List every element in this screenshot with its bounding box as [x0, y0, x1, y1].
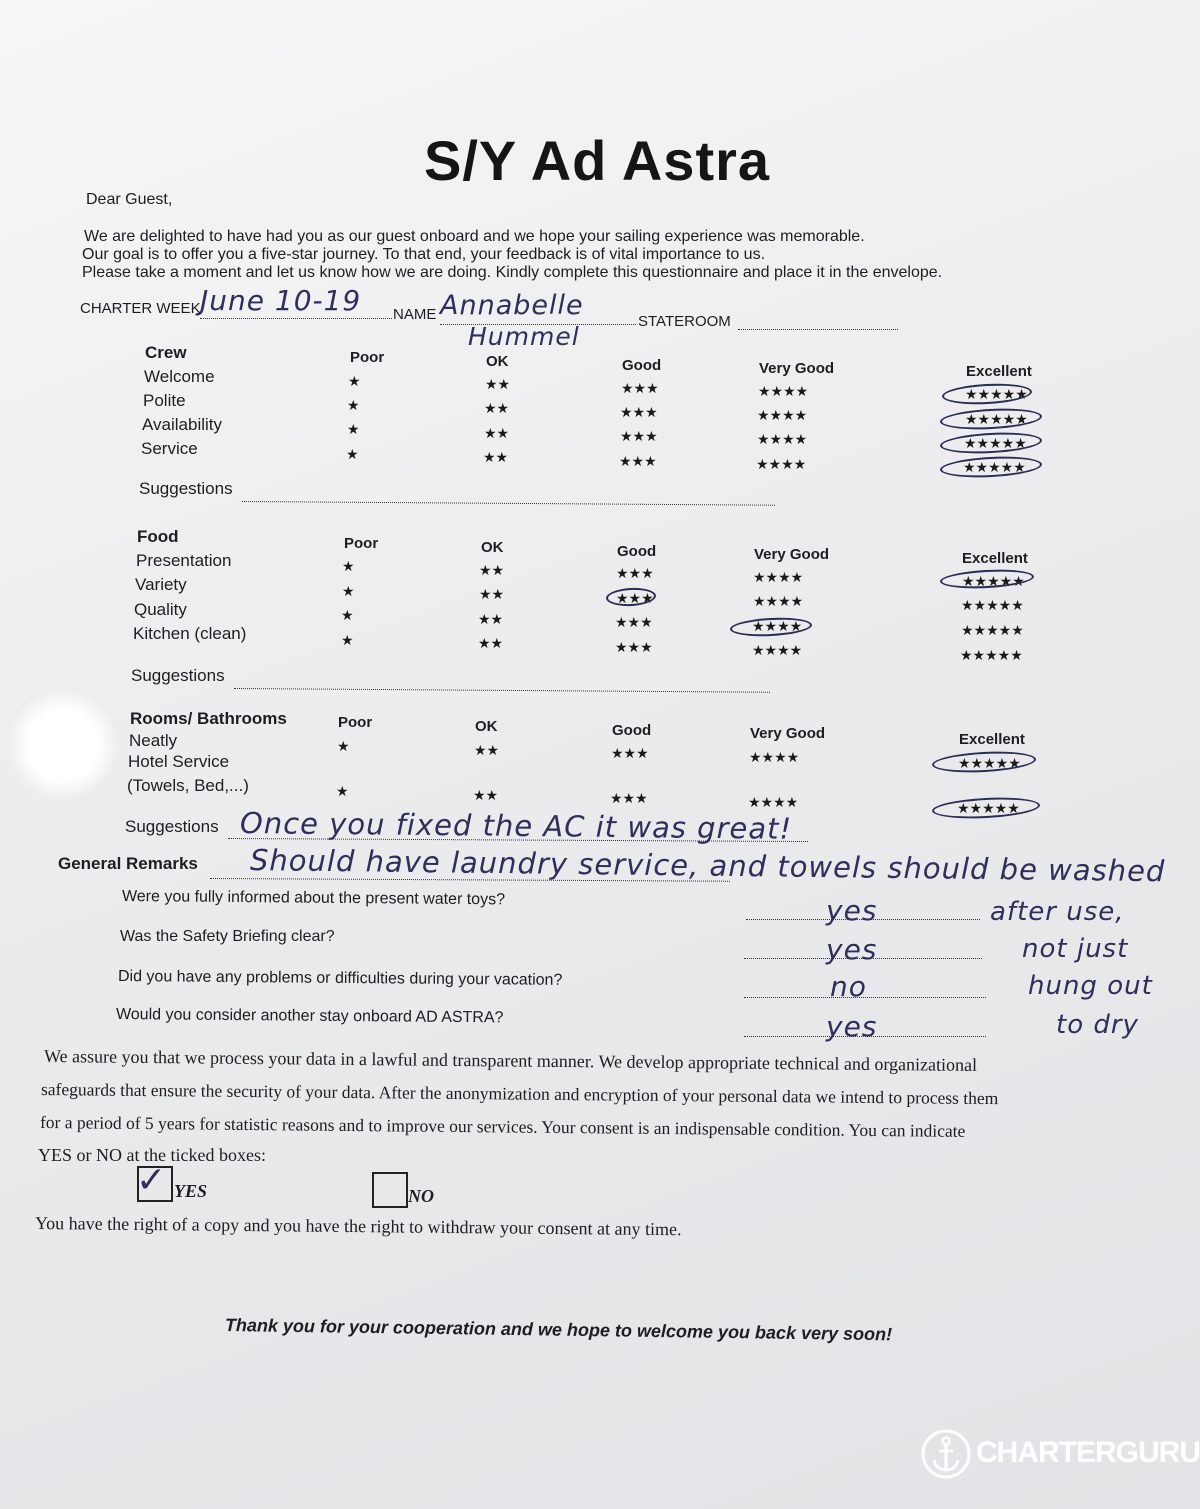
star-ok[interactable]: ★★: [484, 400, 510, 416]
col-very-good: Very Good: [750, 725, 826, 742]
star-poor[interactable]: ★: [347, 421, 360, 437]
thank-you-text: Thank you for your cooperation and we hope to welcome you back very soon!: [224, 1315, 893, 1345]
col-poor: Poor: [338, 714, 373, 731]
star-poor[interactable]: ★: [341, 607, 354, 623]
stateroom-label: STATEROOM: [638, 313, 731, 330]
star-excellent[interactable]: ★★★★★: [957, 800, 1020, 816]
name-value-line-2[interactable]: Hummel: [468, 322, 580, 351]
row-label: Kitchen (clean): [133, 624, 247, 643]
general-remarks-cont-1: after use,: [990, 897, 1125, 927]
col-poor: Poor: [350, 349, 385, 366]
row-label: (Towels, Bed,...): [127, 776, 249, 795]
intro-line-2: Our goal is to offer you a five-star journey. To that end, your feedback is of vital importance to us.: [82, 246, 766, 263]
section-title-rooms: Rooms/ Bathrooms: [130, 709, 287, 728]
star-good[interactable]: ★★★: [610, 790, 648, 806]
general-remarks-cont-2: not just: [1022, 934, 1129, 964]
check-mark-icon: ✓: [136, 1160, 168, 1201]
star-good[interactable]: ★★★: [620, 404, 658, 420]
star-ok[interactable]: ★★: [484, 425, 510, 441]
star-good[interactable]: ★★★: [615, 639, 653, 655]
withdraw-text: You have the right of a copy and you have the right to withdraw your consent at any time.: [34, 1213, 682, 1240]
row-label: Quality: [134, 600, 187, 619]
star-very-good[interactable]: ★★★★: [748, 794, 799, 810]
star-very-good[interactable]: ★★★★: [758, 383, 809, 399]
star-good[interactable]: ★★★: [620, 428, 658, 444]
section-title-crew: Crew: [145, 343, 187, 362]
star-ok[interactable]: ★★: [485, 376, 511, 392]
section-title-food: Food: [137, 527, 179, 546]
star-good[interactable]: ★★★: [619, 453, 657, 469]
intro-line-3: Please take a moment and let us know how we are doing. Kindly complete this questionnaire and place it in the envelope.: [82, 264, 943, 281]
privacy-line-3: for a period of 5 years for statistic reasons and to improve our services. Your consent is an indispensable condition. You can indicate: [39, 1112, 966, 1141]
col-good: Good: [617, 543, 657, 560]
star-very-good[interactable]: ★★★★: [757, 407, 808, 423]
star-good[interactable]: ★★★: [615, 614, 653, 630]
star-ok[interactable]: ★★: [478, 611, 504, 627]
col-good: Good: [622, 357, 662, 374]
star-poor[interactable]: ★: [342, 583, 355, 599]
row-label: Variety: [135, 575, 187, 594]
col-very-good: Very Good: [759, 360, 835, 377]
star-excellent[interactable]: ★★★★★: [961, 622, 1024, 638]
privacy-line-1: We assure you that we process your data in a lawful and transparent manner. We develop appropriate technical and organizational: [43, 1046, 978, 1075]
star-poor[interactable]: ★: [346, 446, 359, 462]
suggestions-value[interactable]: Once you fixed the AC it was great!: [239, 806, 793, 846]
consent-no-checkbox[interactable]: [372, 1172, 408, 1208]
star-poor[interactable]: ★: [347, 397, 360, 413]
stateroom-line[interactable]: [738, 329, 898, 330]
general-remarks-cont-4: to dry: [1056, 1010, 1139, 1040]
answer-value[interactable]: no: [830, 970, 867, 1003]
suggestions-label: Suggestions: [131, 666, 225, 685]
selection-circle: [940, 454, 1043, 479]
star-ok[interactable]: ★★: [483, 449, 509, 465]
suggestions-label: Suggestions: [139, 479, 233, 498]
row-label: Presentation: [136, 551, 232, 570]
charter-week-label: CHARTER WEEK: [80, 300, 201, 317]
answer-value[interactable]: yes: [826, 1010, 878, 1043]
anchor-icon: [920, 1428, 972, 1480]
col-ok: OK: [475, 718, 498, 735]
star-good[interactable]: ★★★: [616, 565, 654, 581]
star-good[interactable]: ★★★: [616, 590, 654, 606]
star-very-good[interactable]: ★★★★: [752, 618, 803, 634]
watermark-logo: CHARTERGURU: [976, 1436, 1200, 1469]
row-label: Availability: [142, 415, 223, 434]
name-label: NAME: [393, 306, 437, 323]
star-poor[interactable]: ★: [348, 373, 361, 389]
privacy-line-4: YES or NO at the ticked boxes:: [38, 1145, 266, 1165]
star-excellent[interactable]: ★★★★★: [965, 386, 1028, 402]
star-ok[interactable]: ★★: [478, 635, 504, 651]
star-ok[interactable]: ★★: [474, 742, 500, 758]
star-ok[interactable]: ★★: [479, 562, 505, 578]
star-poor[interactable]: ★: [342, 558, 355, 574]
general-remarks-value[interactable]: Should have laundry service, and towels should be washed: [249, 843, 1166, 889]
general-remarks-label: General Remarks: [58, 854, 198, 873]
star-very-good[interactable]: ★★★★: [753, 569, 804, 585]
row-label: Polite: [143, 391, 186, 410]
star-poor[interactable]: ★: [341, 632, 354, 648]
col-excellent: Excellent: [959, 731, 1025, 748]
consent-no-label: NO: [408, 1186, 434, 1206]
privacy-line-2: safeguards that ensure the security of your data. After the anonymization and encryption of your personal data we intend to process them: [40, 1079, 999, 1109]
selection-circle: [932, 795, 1041, 821]
charter-week-line: [200, 318, 392, 319]
star-excellent[interactable]: ★★★★★: [962, 573, 1025, 589]
star-ok[interactable]: ★★: [473, 787, 499, 803]
star-excellent[interactable]: ★★★★★: [964, 435, 1027, 451]
col-ok: OK: [481, 539, 504, 556]
suggestions-line[interactable]: [234, 688, 770, 693]
suggestions-label: Suggestions: [125, 817, 219, 836]
col-very-good: Very Good: [754, 546, 830, 563]
row-label: Hotel Service: [128, 752, 230, 771]
star-excellent[interactable]: ★★★★★: [960, 647, 1023, 663]
row-label: Welcome: [144, 367, 215, 386]
answer-value[interactable]: yes: [826, 894, 878, 927]
consent-yes-label: YES: [174, 1181, 208, 1201]
star-poor[interactable]: ★: [336, 783, 349, 799]
star-excellent[interactable]: ★★★★★: [961, 597, 1024, 613]
star-very-good[interactable]: ★★★★: [753, 593, 804, 609]
col-poor: Poor: [344, 535, 379, 552]
form-title: S/Y Ad Astra: [424, 129, 771, 192]
question-text: Was the Safety Briefing clear?: [120, 928, 335, 945]
suggestions-line[interactable]: [242, 501, 775, 506]
star-ok[interactable]: ★★: [479, 586, 505, 602]
question-text: Did you have any problems or difficulties during your vacation?: [117, 968, 563, 989]
col-excellent: Excellent: [962, 550, 1028, 567]
question-text: Were you fully informed about the present water toys?: [121, 888, 506, 909]
star-very-good[interactable]: ★★★★: [756, 456, 807, 472]
charter-week-value[interactable]: June 10-19: [200, 284, 362, 317]
question-text: Would you consider another stay onboard AD ASTRA?: [115, 1006, 504, 1027]
intro-line-1: We are delighted to have had you as our guest onboard and we hope your sailing experience was memorable.: [84, 228, 865, 245]
star-very-good[interactable]: ★★★★: [752, 642, 803, 658]
selection-circle: [940, 430, 1043, 455]
star-excellent[interactable]: ★★★★★: [958, 755, 1021, 771]
col-ok: OK: [486, 353, 509, 370]
answer-value[interactable]: yes: [826, 933, 878, 966]
col-excellent: Excellent: [966, 363, 1032, 380]
greeting: Dear Guest,: [86, 191, 173, 208]
col-good: Good: [612, 722, 652, 739]
star-good[interactable]: ★★★: [611, 745, 649, 761]
general-remarks-cont-3: hung out: [1028, 971, 1153, 1001]
star-very-good[interactable]: ★★★★: [757, 431, 808, 447]
star-excellent[interactable]: ★★★★★: [965, 411, 1028, 427]
row-label: Service: [141, 439, 198, 458]
row-label: Neatly: [129, 731, 178, 750]
star-excellent[interactable]: ★★★★★: [963, 459, 1026, 475]
star-very-good[interactable]: ★★★★: [749, 749, 800, 765]
name-value-line-1[interactable]: Annabelle: [440, 290, 584, 321]
camera-glare: [8, 690, 118, 800]
star-poor[interactable]: ★: [337, 738, 350, 754]
star-good[interactable]: ★★★: [621, 380, 659, 396]
